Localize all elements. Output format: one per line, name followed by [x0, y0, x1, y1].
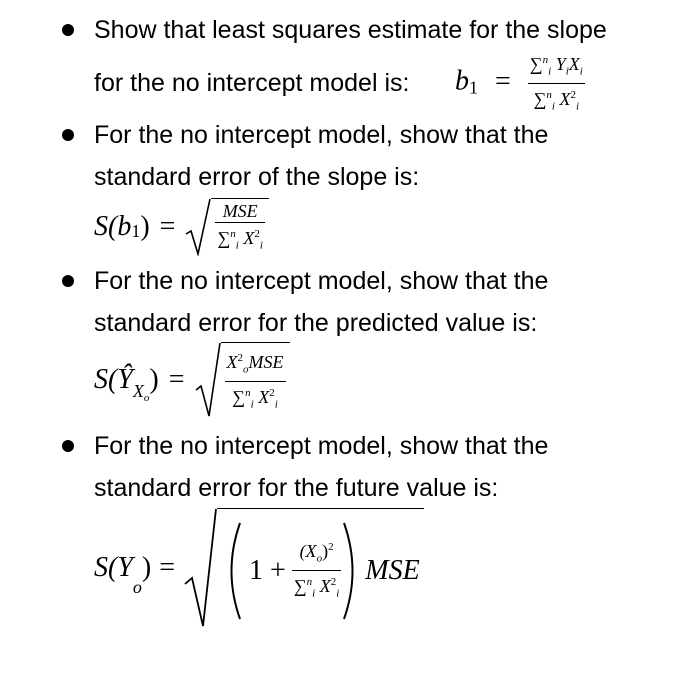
item-1-fraction: $\frac{\sum^n_i Y_iX_i}{\sum^n_i X^2_i}$	[529, 54, 583, 113]
item-1-line-2: for the no intercept model is:	[94, 69, 410, 97]
item-4-line-1: For the no intercept model, show that the	[94, 432, 549, 460]
bullet-3	[62, 275, 74, 287]
item-1-formula: b1 = $\frac{\sum^n_i Y_iX_i}{\sum^n_i X^2_i}$	[455, 50, 585, 116]
item-3-formula: S(Ŷ X o ) = $\frac{X^2_oMSE}{\sum^n_i X^2_i}$	[94, 342, 290, 418]
bullet-4	[62, 440, 74, 452]
item-2-sqrt: $\frac{\text{MSE}}{\sum^n_i X^2_i}$	[185, 198, 268, 256]
left-paren-icon	[221, 521, 243, 621]
item-1-line-1: Show that least squares estimate for the slope	[94, 16, 607, 44]
item-3-line-2: standard error for the predicted value is:	[94, 309, 538, 337]
bullet-2	[62, 129, 74, 141]
item-3-line-1: For the no intercept model, show that the	[94, 267, 549, 295]
item-4-line-2: standard error for the future value is:	[94, 474, 499, 502]
item-4-sqrt: 1 + $\frac{(X_o)^2}{\sum^n_i X^2_i}$ MSE	[183, 508, 424, 628]
item-2-line-1: For the no intercept model, show that the	[94, 121, 549, 149]
item-3-sqrt: $\frac{X^2_oMSE}{\sum^n_i X^2_i}$	[195, 342, 290, 418]
item-4-formula: S(Y o ) = 1 + $\frac{(X_o)^2}{\sum^n_i X^2_i}$ MSE	[94, 508, 424, 628]
item-2-formula: S(b 1 ) = $\frac{\text{MSE}}{\sum^n_i X^2_i}$	[94, 198, 269, 256]
bullet-1	[62, 24, 74, 36]
item-2-line-2: standard error of the slope is:	[94, 163, 420, 191]
right-paren-icon	[341, 521, 363, 621]
